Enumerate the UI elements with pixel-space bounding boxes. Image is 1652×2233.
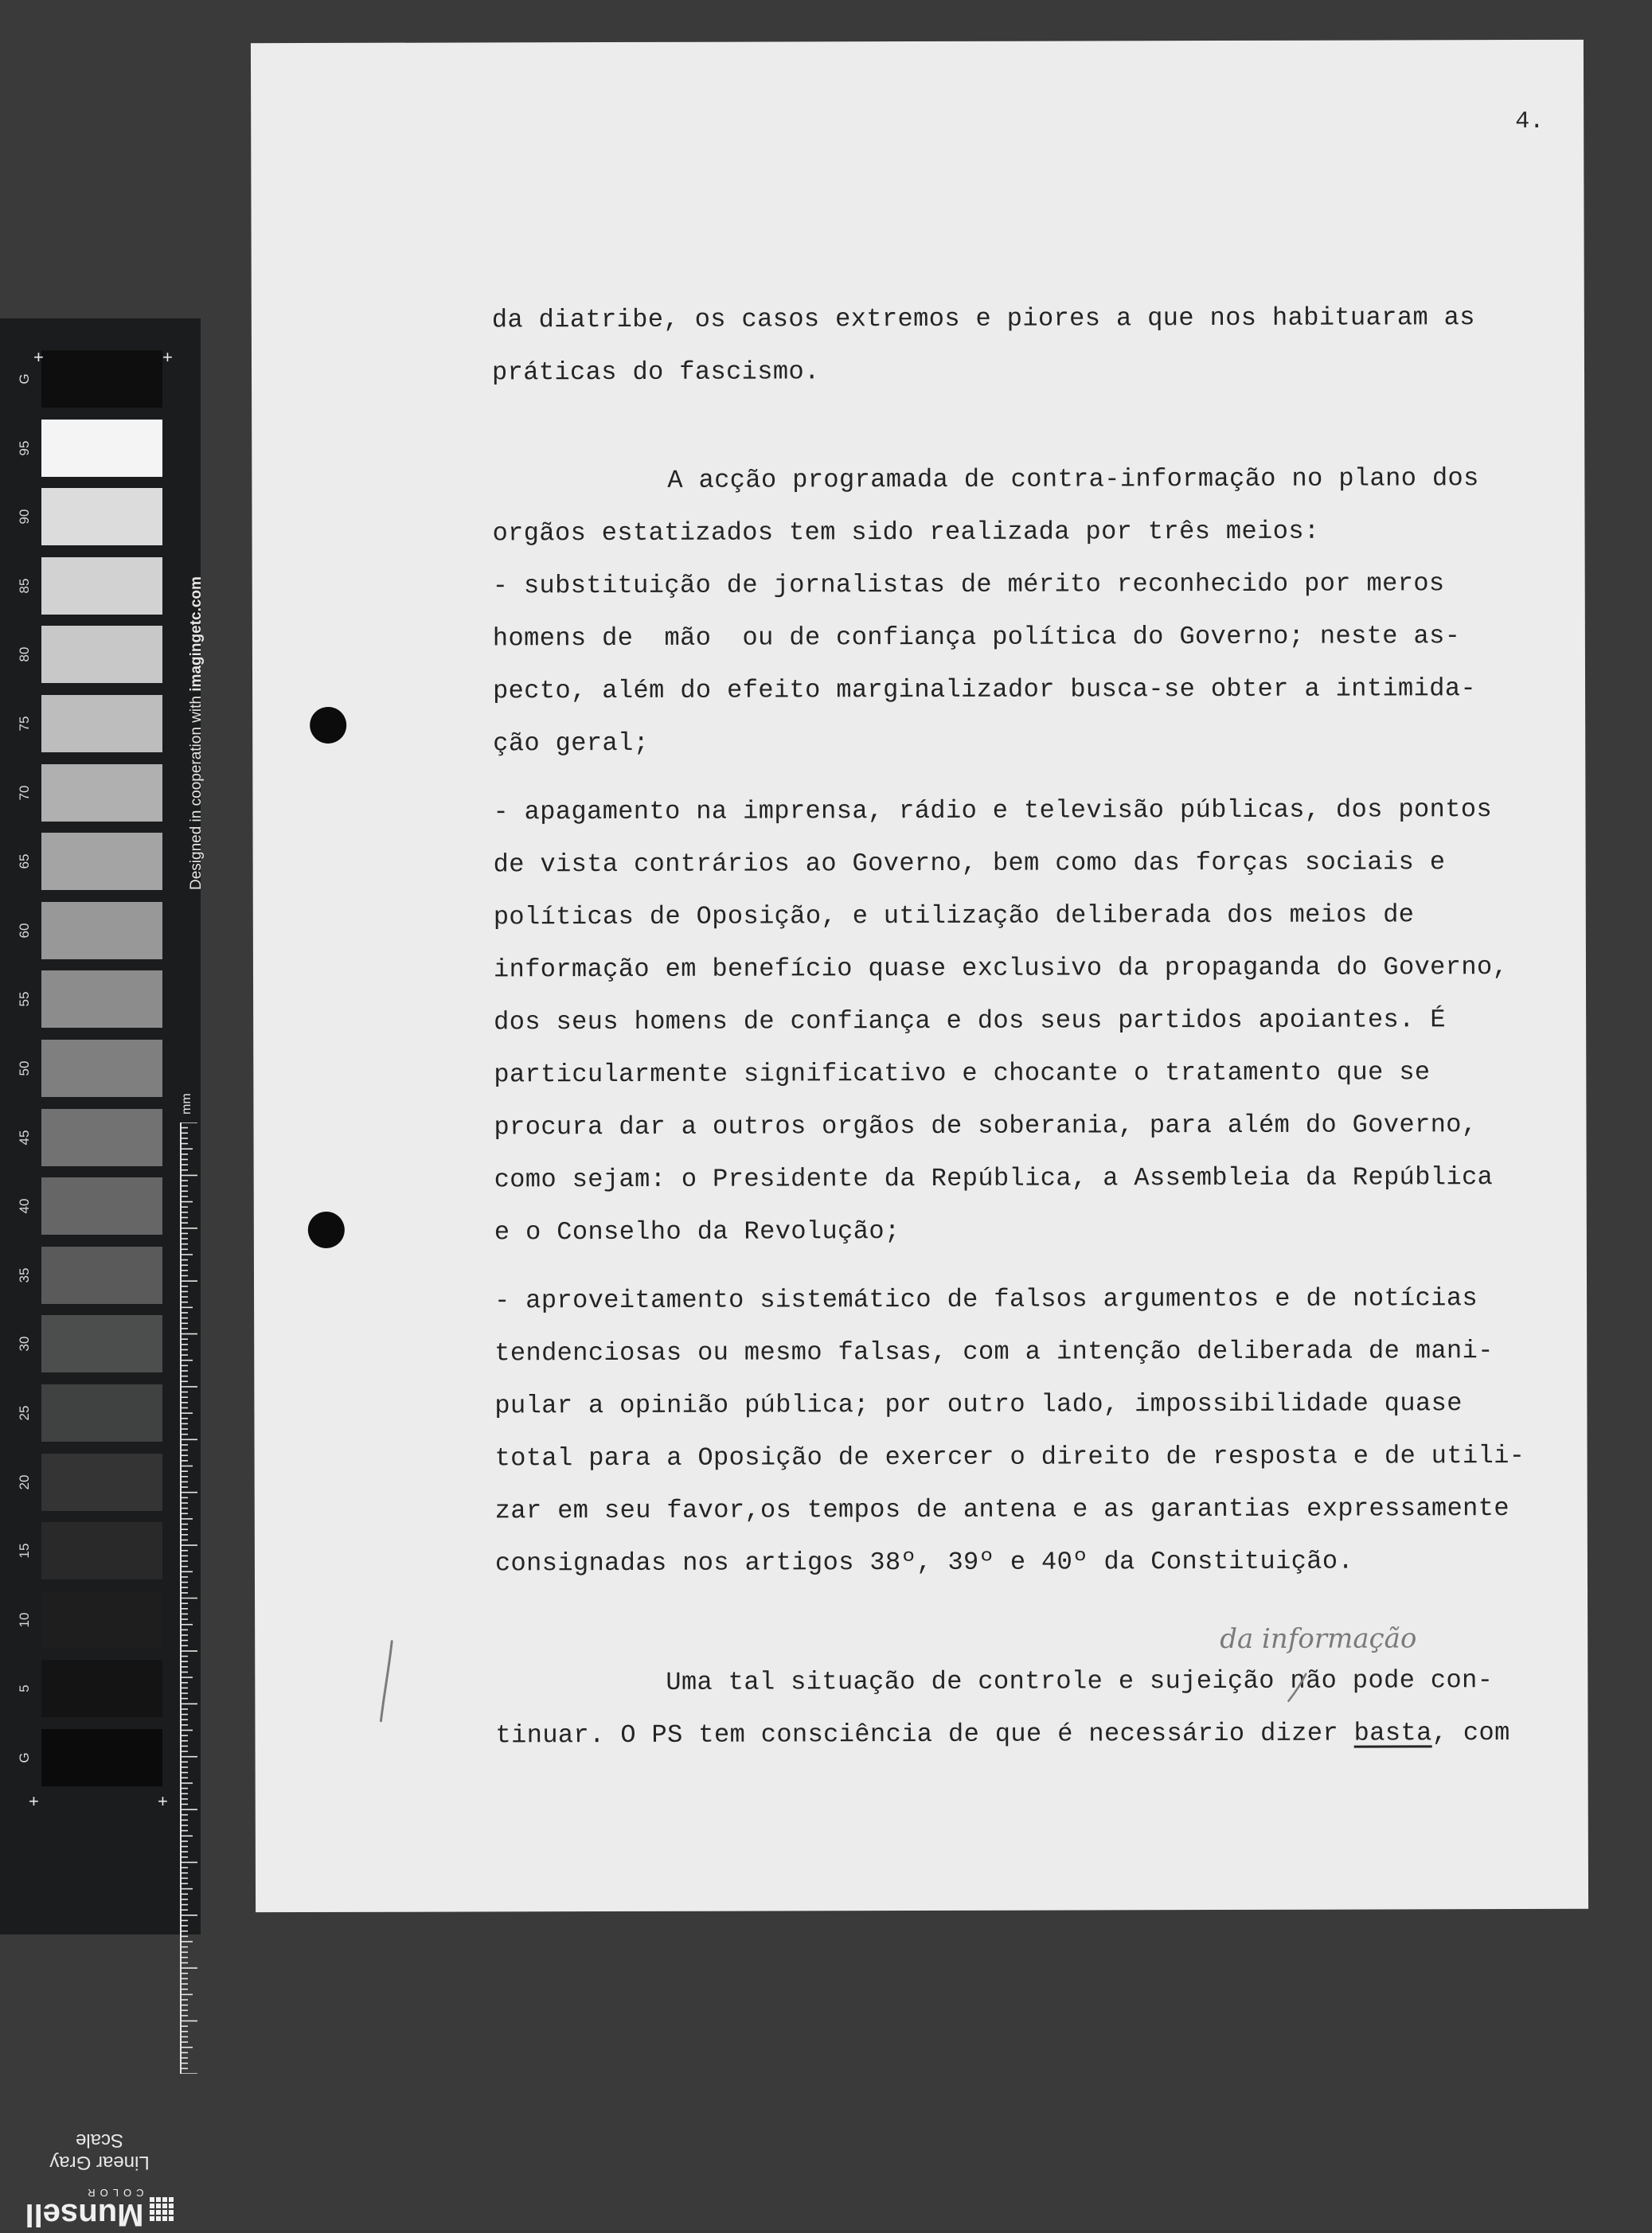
gray-scale-label: 25	[17, 1405, 32, 1421]
gray-swatch	[41, 1729, 162, 1786]
registration-mark: +	[29, 1791, 39, 1811]
text-line: tinuar. O PS tem consciência de que é necessário dizer basta, com	[495, 1718, 1510, 1751]
gray-scale-label: 30	[17, 1336, 32, 1352]
registration-mark: +	[33, 347, 44, 367]
text-line: consignadas nos artigos 38º, 39º e 40º da Constituição.	[494, 1546, 1354, 1579]
list-item-line: - substituição de jornalistas de mérito reconhecido por meros	[492, 568, 1445, 601]
gray-scale-label: 95	[17, 440, 32, 456]
gray-swatch	[41, 1454, 162, 1511]
punch-hole	[308, 1212, 345, 1248]
gray-scale-label: 65	[17, 853, 32, 869]
gray-scale-label: 60	[17, 923, 32, 939]
registration-mark: +	[162, 347, 173, 367]
gray-scale-label: 50	[17, 1060, 32, 1076]
gray-swatch	[41, 626, 162, 683]
underlined-word: basta	[1353, 1718, 1432, 1748]
gray-swatch	[41, 1660, 162, 1717]
gray-scale-card	[0, 318, 205, 2233]
insertion-caret	[1285, 1673, 1309, 1704]
list-item-line: - apagamento na imprensa, rádio e televisão públicas, dos pontos	[493, 794, 1493, 827]
munsell-grid-icon	[150, 2197, 174, 2221]
handwritten-note: da informação	[1220, 1622, 1417, 1656]
text-line: e o Conselho da Revolução;	[494, 1216, 900, 1247]
gray-scale-label: 55	[17, 991, 32, 1007]
text-line: pular a opinião pública; por outro lado, impossibilidade quase	[494, 1388, 1463, 1421]
gray-swatch	[41, 970, 162, 1028]
text-line: procura dar a outros orgãos de soberania, para além do Governo,	[494, 1110, 1478, 1142]
gray-scale-label: 75	[17, 716, 32, 732]
text-line: práticas do fascismo.	[491, 357, 820, 388]
gray-scale-label: 80	[17, 646, 32, 662]
punch-hole	[310, 707, 346, 744]
designed-credit: Designed in cooperation with imagingetc.com	[188, 576, 205, 890]
gray-scale-label: 10	[17, 1612, 32, 1628]
gray-swatch	[41, 1109, 162, 1166]
gray-scale-label: G	[17, 1752, 32, 1763]
list-item-line: - aproveitamento sistemático de falsos argumentos e de notícias	[494, 1283, 1478, 1316]
gray-swatch	[41, 1384, 162, 1442]
gray-swatch	[41, 902, 162, 959]
text-line: de vista contrários ao Governo, bem como das forças sociais e	[493, 847, 1446, 880]
gray-swatch	[41, 1247, 162, 1304]
paragraph-start: Uma tal situação de controle e sujeição não pode con-	[666, 1665, 1494, 1697]
text-line: informação em benefício quase exclusivo da propaganda do Governo,	[493, 952, 1509, 985]
registration-mark: +	[158, 1791, 168, 1811]
text-line: pecto, além do efeito marginalizador busca-se obter a intimida-	[493, 673, 1477, 706]
scale-title: Linear Gray Scale	[49, 2130, 150, 2173]
gray-scale-label: 85	[17, 578, 32, 594]
gray-scale-label: 5	[17, 1685, 32, 1693]
text-line: orgãos estatizados tem sido realizada por três meios:	[492, 516, 1320, 548]
text-line: zar em seu favor,os tempos de antena e as garantias expressamente	[494, 1493, 1510, 1526]
gray-scale-label: 40	[17, 1198, 32, 1214]
gray-swatch	[41, 1315, 162, 1372]
text-line: homens de mão ou de confiança política do Governo; neste as-	[492, 621, 1461, 654]
text-line: políticas de Oposição, e utilização deliberada dos meios de	[493, 900, 1415, 932]
gray-swatch	[41, 557, 162, 615]
munsell-logo	[24, 2185, 175, 2233]
gray-scale-label: 20	[17, 1474, 32, 1490]
text-line: dos seus homens de confiança e dos seus partidos apoiantes. É	[494, 1005, 1446, 1037]
brand-name: Munsell	[25, 2197, 144, 2233]
page-number: 4.	[1515, 107, 1545, 136]
margin-pen-mark	[374, 1638, 398, 1726]
gray-swatch	[41, 420, 162, 477]
gray-swatch	[41, 1177, 162, 1235]
gray-scale-label: 15	[17, 1543, 32, 1559]
text-line: total para a Oposição de exercer o direito de resposta e de utili-	[494, 1441, 1525, 1474]
text-line: da diatribe, os casos extremos e piores a que nos habituaram as	[491, 303, 1475, 335]
text-line: como sejam: o Presidente da República, a Assembleia da República	[494, 1162, 1494, 1195]
gray-swatch	[41, 833, 162, 890]
gray-scale-label: 70	[17, 785, 32, 801]
gray-scale-label: 35	[17, 1267, 32, 1283]
gray-swatch	[41, 695, 162, 752]
brand-sub: COLOR	[83, 2187, 144, 2200]
paragraph-start: A acção programada de contra-informação no plano dos	[667, 463, 1479, 495]
gray-swatch	[41, 488, 162, 545]
text-line: ção geral;	[493, 728, 650, 759]
gray-swatch	[41, 1522, 162, 1579]
gray-swatch	[41, 350, 162, 408]
text-line: tendenciosas ou mesmo falsas, com a intenção deliberada de mani-	[494, 1336, 1494, 1368]
unit-label: mm	[180, 1093, 193, 1115]
gray-scale-label: 45	[17, 1130, 32, 1146]
gray-scale-label: 90	[17, 509, 32, 525]
gray-swatch	[41, 1591, 162, 1649]
gray-scale-label: G	[17, 373, 32, 385]
text-line: particularmente significativo e chocante o tratamento que se	[494, 1057, 1431, 1090]
gray-swatch	[41, 764, 162, 822]
millimeter-ruler	[180, 1122, 199, 2074]
document-page	[251, 40, 1588, 1912]
gray-swatch	[41, 1040, 162, 1097]
